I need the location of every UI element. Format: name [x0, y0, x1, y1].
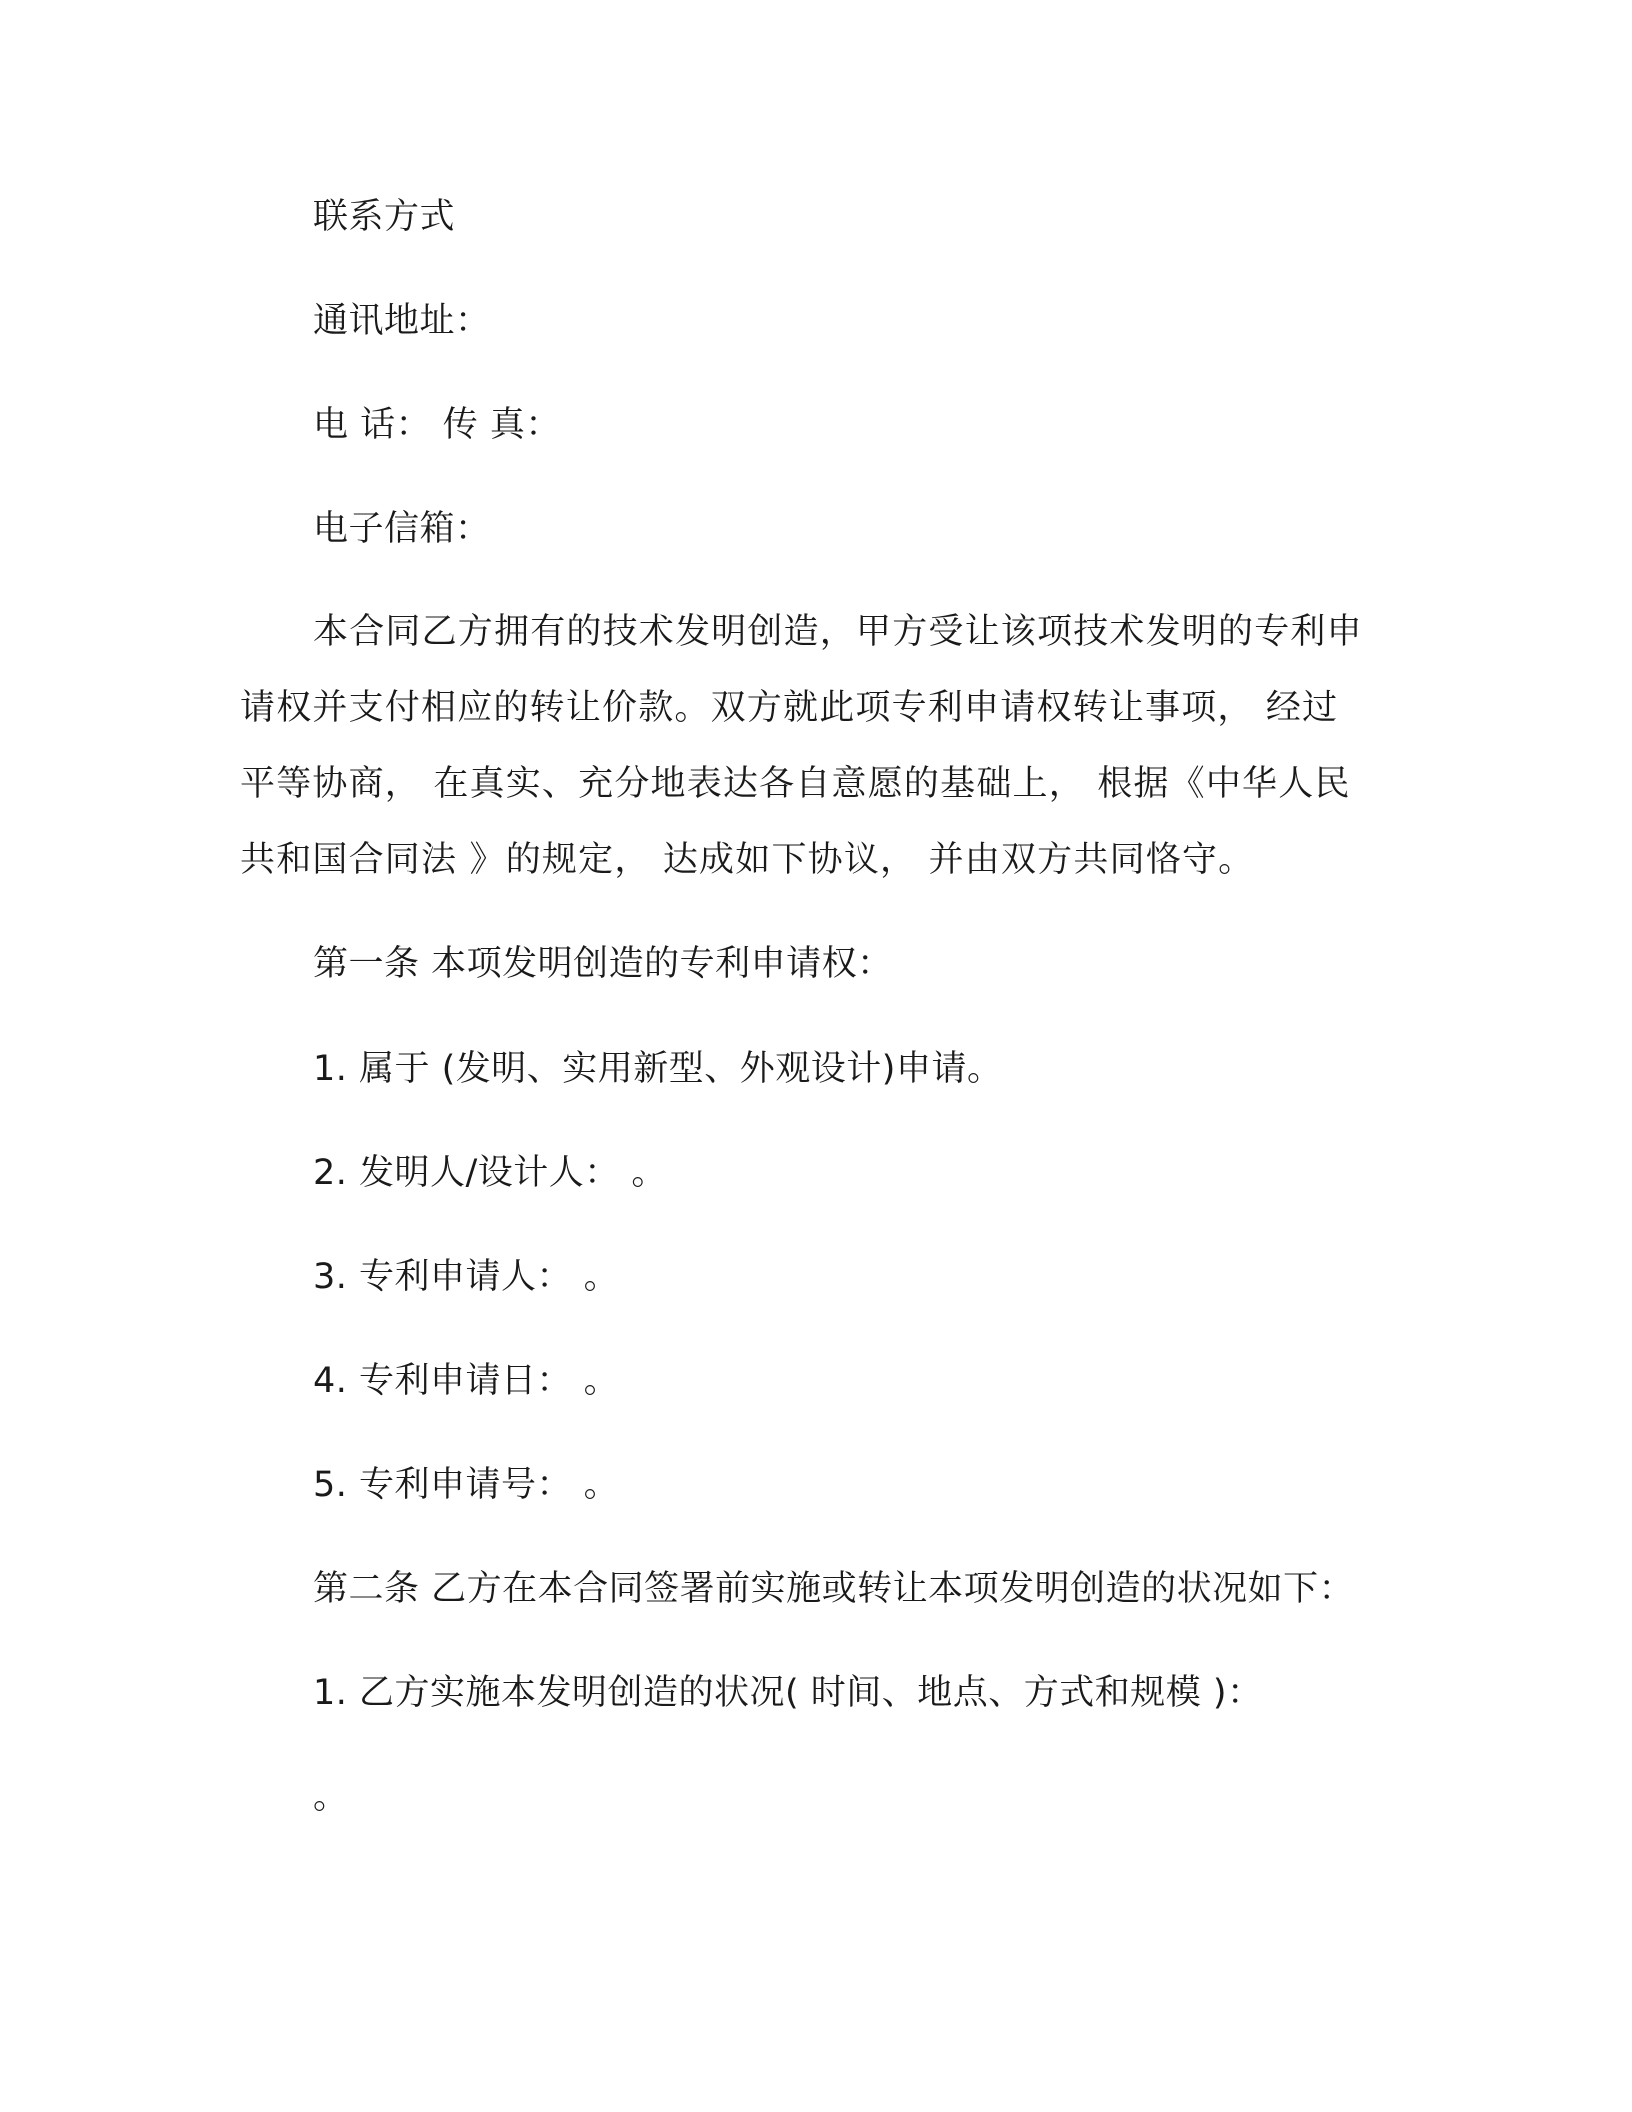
- preamble-paragraph: 本合同乙方拥有的技术发明创造，甲方受让该项技术发明的专利申请权并支付相应的转让价款。双方就此项专利申请权转让事项， 经过平等协商， 在真实、充分地表达各自意愿的基础上， 根据《中华人民共和国合同法 》的规定， 达成如下协议， 并由双方共同恪守。: [240, 612, 1363, 880]
- article-2-title: 第二条 乙方在本合同签署前实施或转让本项发明创造的状况如下：: [313, 1569, 1355, 1609]
- article-2-item-1: 1. 乙方实施本发明创造的状况( 时间、地点、方式和规模 )：: [313, 1673, 1263, 1713]
- email-label: 电子信箱：: [313, 509, 491, 549]
- phone-fax-label: 电 话： 传 真：: [313, 405, 561, 445]
- article-1-item-2: 2. 发明人/设计人： 。: [313, 1153, 667, 1193]
- article-2-item-1-blank: 。: [313, 1777, 349, 1817]
- article-1-item-3: 3. 专利申请人： 。: [313, 1257, 620, 1297]
- article-1-item-4: 4. 专利申请日： 。: [313, 1361, 620, 1401]
- article-1-item-1: 1. 属于 (发明、实用新型、外观设计)申请。: [313, 1049, 1003, 1089]
- address-label: 通讯地址：: [313, 301, 491, 341]
- contact-heading: 联系方式: [313, 197, 456, 237]
- article-1-title: 第一条 本项发明创造的专利申请权：: [313, 944, 893, 984]
- article-1-item-5: 5. 专利申请号： 。: [313, 1465, 620, 1505]
